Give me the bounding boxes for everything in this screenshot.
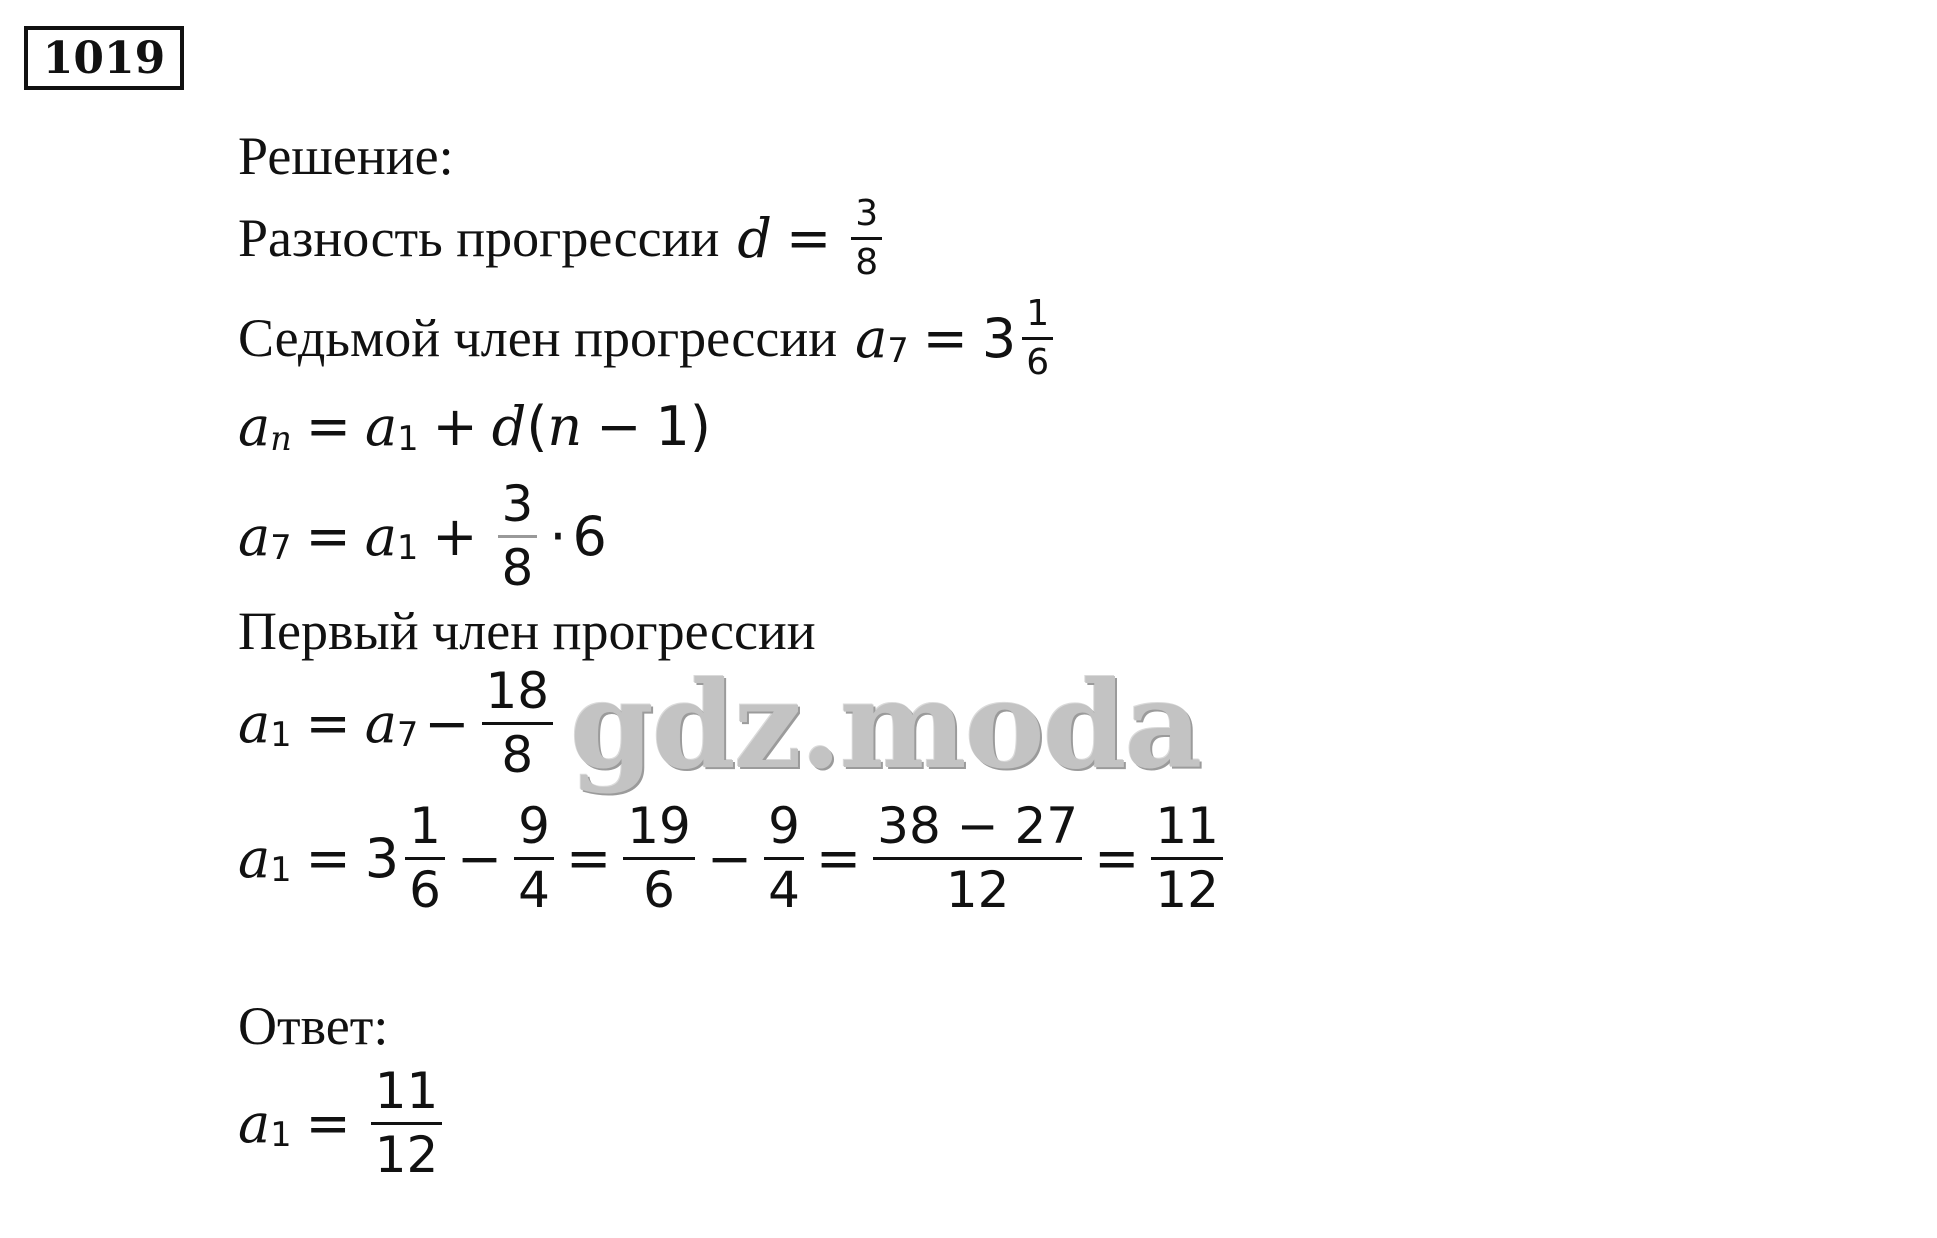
calculation-line: a 1 = 3 $\frac{1}{6}$ − $\frac{9}{4}$ = $\frac{19}{6}$ − $\frac{9}{4}$ = $\frac{38 - 27}{12}$ = $\frac{11}{12}$: [238, 800, 1229, 916]
fraction-18-8: $\frac{18}{8}$: [482, 665, 554, 781]
mixed-3-1-6: 3 $\frac{1}{6}$: [365, 800, 451, 916]
fraction-9-4-second: $\frac{9}{4}$: [764, 800, 804, 916]
difference-text: Разность прогрессии: [238, 208, 720, 269]
answer-label: Ответ:: [238, 996, 389, 1056]
fraction-11-12: $\frac{11}{12}$: [1151, 800, 1223, 916]
watermark: gdz.moda: [570, 655, 1201, 796]
fraction-3-8: $\frac{3}{8}$: [851, 195, 882, 282]
a1-expression-line: a 1 = a 7 − $\frac{18}{8}$: [238, 665, 559, 781]
solution-label: Решение:: [238, 126, 454, 186]
problem-number: 1019: [42, 32, 166, 84]
seventh-term-line: Седьмой член прогрессии a 7 = 3 $\frac{1}{6}$: [238, 295, 1059, 382]
fraction-19-6: $\frac{19}{6}$: [623, 800, 695, 916]
fraction-3-8-large: $\frac{3}{8}$: [498, 478, 538, 594]
difference-line: Разность прогрессии d = $\frac{3}{8}$: [238, 195, 888, 282]
first-term-label: Первый член прогрессии: [238, 601, 816, 661]
fraction-9-4: $\frac{9}{4}$: [514, 800, 554, 916]
answer-fraction-11-12: $\frac{11}{12}$: [371, 1065, 443, 1181]
var-d: d: [737, 206, 772, 270]
a7-equation-line: a 7 = a 1 + $\frac{3}{8}$ · 6: [238, 475, 607, 597]
fraction-38-27-12: $\frac{38 - 27}{12}$: [873, 800, 1082, 916]
general-formula-line: a n = a 1 + d ( n − 1 ): [238, 395, 711, 458]
problem-number-box: [24, 26, 184, 90]
mixed-number-3-1-6: 3 $\frac{1}{6}$: [982, 295, 1059, 382]
answer-line: a 1 = $\frac{11}{12}$: [238, 1065, 448, 1181]
seventh-text: Седьмой член прогрессии: [238, 308, 838, 369]
